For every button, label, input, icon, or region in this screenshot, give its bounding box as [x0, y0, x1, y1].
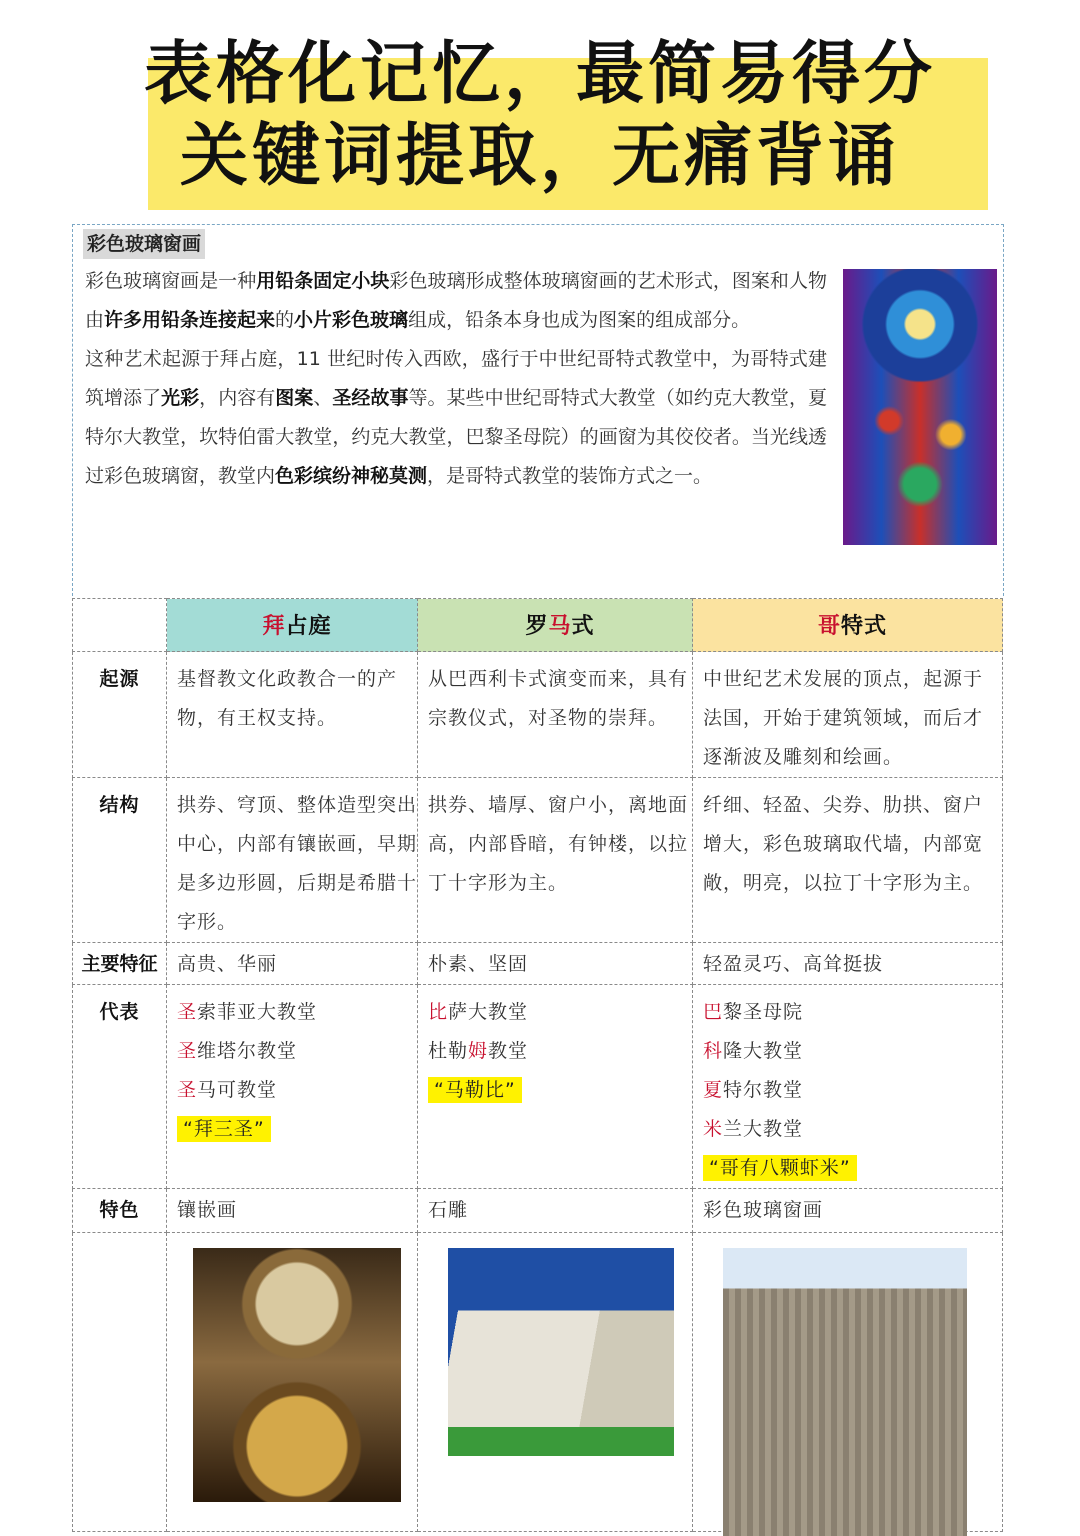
cell-examples-gothic — [693, 985, 1003, 1189]
row-label-features: 主要特征 — [73, 943, 167, 985]
hagia-sophia-interior-photo — [193, 1248, 401, 1502]
cell-features-romanesque: 朴素、坚固 — [418, 943, 693, 985]
cell-specialty-byzantine: 镶嵌画 — [167, 1189, 418, 1233]
row-images — [73, 1233, 1003, 1532]
item-text: 萨大教堂 — [448, 1001, 529, 1023]
cell-structure-byzantine: 拱券、穹顶、整体造型突出中心，内部有镶嵌画，早期是多边形圆，后期是希腊十字形。 — [167, 778, 418, 943]
mnemonic-mark: 巴 — [703, 1001, 724, 1023]
mnemonic-mark: 夏 — [703, 1079, 724, 1101]
cell-structure-romanesque: 拱券、墙厚、窗户小，离地面高，内部昏暗，有钟楼，以拉丁十字形为主。 — [418, 778, 693, 943]
comparison-table — [72, 598, 1003, 1532]
row-label-specialty: 特色 — [73, 1189, 167, 1233]
header-mark: 哥 — [817, 614, 841, 639]
item-text: 黎圣母院 — [723, 1001, 804, 1023]
row-origin — [73, 652, 1003, 778]
mnemonic-romanesque: “马勒比” — [428, 1077, 522, 1103]
stained-glass-window-image — [843, 269, 997, 545]
mnemonic-mark: 圣 — [177, 1079, 198, 1101]
item-text: 杜勒 — [428, 1040, 469, 1062]
row-features — [73, 943, 1003, 985]
list-item — [703, 1071, 1002, 1110]
cell-origin-byzantine: 基督教文化政教合一的产物，有王权支持。 — [167, 652, 418, 778]
section-title: 彩色玻璃窗画 — [83, 229, 205, 259]
mnemonic-mark: 圣 — [177, 1001, 198, 1023]
image-cell-romanesque — [418, 1233, 693, 1532]
item-text: 教堂 — [488, 1040, 529, 1062]
cell-examples-byzantine — [167, 985, 418, 1189]
mnemonic-mark: 科 — [703, 1040, 724, 1062]
image-cell-gothic — [693, 1233, 1003, 1532]
cell-origin-romanesque: 从巴西利卡式演变而来，具有宗教仪式，对圣物的崇拜。 — [418, 652, 693, 778]
image-blank — [73, 1233, 167, 1532]
intro-section — [72, 224, 1004, 596]
mnemonic-byzantine: “拜三圣” — [177, 1116, 271, 1142]
item-text: 隆大教堂 — [723, 1040, 804, 1062]
list-item — [177, 1032, 417, 1071]
list-item — [177, 993, 417, 1032]
notre-dame-photo — [723, 1248, 967, 1536]
list-item — [703, 1110, 1002, 1149]
header-blank — [73, 599, 167, 652]
header-text: 罗 — [525, 614, 549, 639]
mnemonic-mark: 圣 — [177, 1040, 198, 1062]
header-text: 占庭 — [285, 614, 332, 639]
item-text: 马可教堂 — [197, 1079, 278, 1101]
mnemonic-mark: 米 — [703, 1118, 724, 1140]
header-text: 式 — [571, 614, 595, 639]
row-label-structure: 结构 — [73, 778, 167, 943]
cell-features-gothic: 轻盈灵巧、高耸挺拔 — [693, 943, 1003, 985]
item-text: 特尔教堂 — [723, 1079, 804, 1101]
page-title — [0, 34, 1080, 198]
header-gothic — [693, 599, 1003, 652]
header-text: 特式 — [841, 614, 888, 639]
cell-features-byzantine: 高贵、华丽 — [167, 943, 418, 985]
row-label-examples: 代表 — [73, 985, 167, 1189]
title-line-1: 表格化记忆，最简易得分 — [143, 35, 936, 114]
title-line-2: 关键词提取，无痛背诵 — [179, 117, 900, 196]
header-mark: 拜 — [262, 614, 286, 639]
list-item — [703, 993, 1002, 1032]
cell-structure-gothic: 纤细、轻盈、尖券、肋拱、窗户增大，彩色玻璃取代墙，内部宽敞，明亮，以拉丁十字形为主。 — [693, 778, 1003, 943]
mnemonic-gothic: “哥有八颗虾米” — [703, 1155, 857, 1181]
row-specialty — [73, 1189, 1003, 1233]
cell-origin-gothic: 中世纪艺术发展的顶点，起源于法国，开始于建筑领域，而后才逐渐波及雕刻和绘画。 — [693, 652, 1003, 778]
mnemonic-mark: 比 — [428, 1001, 449, 1023]
pisa-cathedral-photo — [448, 1248, 674, 1456]
mnemonic-mark: 姆 — [468, 1040, 489, 1062]
list-item — [428, 1032, 692, 1071]
intro-paragraph: 彩色玻璃窗画是一种用铅条固定小块彩色玻璃形成整体玻璃窗画的艺术形式，图案和人物由许多用铅条连接起来的小片彩色玻璃组成，铅条本身也成为图案的组成部分。 这种艺术起源于拜占庭，11 世纪时传入西欧，盛行于中世纪哥特式教堂中，为哥特式建筑增添了光彩，内容有图案、圣经故事等。某些中世纪哥特式大教堂（如约克大教堂，夏特尔大教堂，坎特伯雷大教堂，约克大教堂，巴黎圣母院）的画窗为其佼佼者。当光线透过彩色玻璃窗，教堂内色彩缤纷神秘莫测，是哥特式教堂的装饰方式之一。 — [85, 270, 827, 487]
row-label-origin: 起源 — [73, 652, 167, 778]
cell-examples-romanesque — [418, 985, 693, 1189]
item-text: 兰大教堂 — [723, 1118, 804, 1140]
row-structure — [73, 778, 1003, 943]
item-text: 维塔尔教堂 — [197, 1040, 298, 1062]
header-byzantine — [167, 599, 418, 652]
cell-specialty-romanesque: 石雕 — [418, 1189, 693, 1233]
row-examples — [73, 985, 1003, 1189]
list-item — [177, 1071, 417, 1110]
header-mark: 马 — [548, 614, 572, 639]
table-header-row — [73, 599, 1003, 652]
image-cell-byzantine — [167, 1233, 418, 1532]
header-romanesque — [418, 599, 693, 652]
list-item — [703, 1032, 1002, 1071]
item-text: 索菲亚大教堂 — [197, 1001, 318, 1023]
cell-specialty-gothic: 彩色玻璃窗画 — [693, 1189, 1003, 1233]
list-item — [428, 993, 692, 1032]
